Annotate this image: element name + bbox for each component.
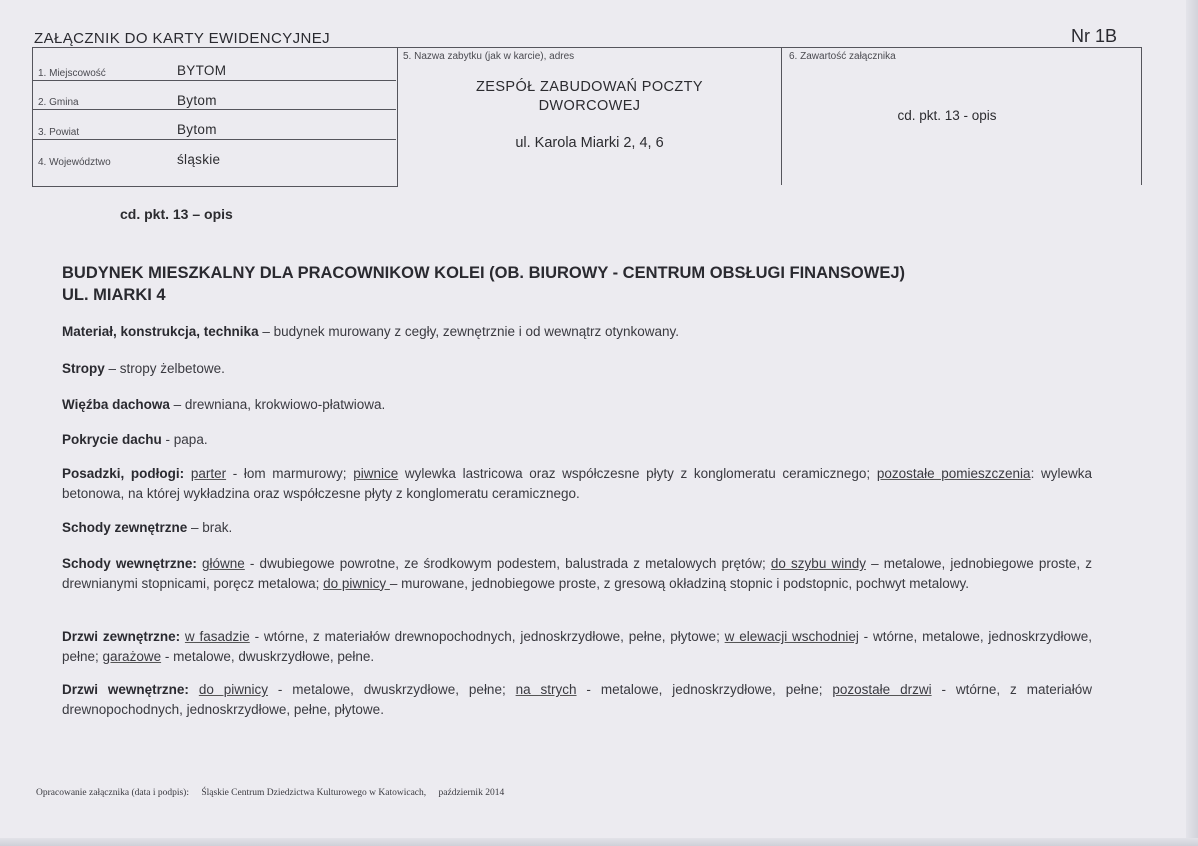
underlined-term: główne bbox=[202, 556, 245, 571]
underlined-term: do piwnicy bbox=[323, 575, 390, 591]
section-text: – murowane, jednobiegowe proste, z gresową okładziną stopnic i podstopnic, pochwyt metalowy. bbox=[389, 575, 969, 591]
section-stropy bbox=[62, 359, 1092, 379]
section-posadzki bbox=[62, 464, 1092, 503]
row-divider bbox=[32, 80, 396, 81]
contents-label: 6. Zawartość załącznika bbox=[789, 51, 896, 62]
section-pokrycie bbox=[62, 430, 1092, 450]
section-wiezba bbox=[62, 395, 1092, 415]
footer bbox=[36, 788, 514, 798]
gmina-label: 2. Gmina bbox=[38, 97, 79, 108]
section-label: Schody wewnętrzne: bbox=[62, 556, 197, 571]
section-text: - metalowe, dwuskrzydłowe, pełne; bbox=[268, 682, 516, 697]
monument-name-line: DWORCOWEJ bbox=[538, 98, 641, 114]
section-text: – metalowe, jednobiegowe proste, z drewnianymi stopnicami, poręcz metalowa; bbox=[62, 556, 1092, 591]
underlined-term: w fasadzie bbox=[184, 629, 250, 644]
paper-edge bbox=[0, 838, 1198, 846]
monument-label: 5. Nazwa zabytku (jak w karcie), adres bbox=[403, 51, 575, 62]
building-title-line: UL. MIARKI 4 bbox=[62, 286, 166, 304]
section-label: Pokrycie dachu bbox=[62, 432, 162, 447]
powiat-value: Bytom bbox=[177, 122, 217, 137]
monument-name-line: ZESPÓŁ ZABUDOWAŃ POCZTY bbox=[476, 79, 703, 95]
section-text: – drewniana, krokwiowo-płatwiowa. bbox=[169, 397, 386, 412]
powiat-label: 3. Powiat bbox=[38, 127, 80, 138]
underlined-term: parter bbox=[190, 466, 227, 481]
underlined-term: do szybu windy bbox=[770, 556, 866, 571]
section-label: Drzwi zewnętrzne: bbox=[62, 629, 181, 644]
contents-value: cd. pkt. 13 - opis bbox=[897, 108, 997, 123]
section-drzwi-wewnetrzne bbox=[62, 680, 1092, 719]
footer-author: Śląskie Centrum Dziedzictwa Kulturowego w Katowicach, bbox=[201, 788, 427, 798]
section-text: - papa. bbox=[161, 432, 208, 447]
section-text: – stropy żelbetowe. bbox=[104, 361, 225, 376]
section-text: - metalowe, jednoskrzydłowe, pełne; bbox=[576, 682, 833, 697]
attachment-number: Nr 1B bbox=[1071, 26, 1118, 46]
wojewodztwo-label: 4. Województwo bbox=[38, 157, 111, 168]
section-label: Materiał, konstrukcja, technika bbox=[62, 324, 259, 339]
section-text: - wtórne, metalowe, jednoskrzydłowe, pełne; bbox=[62, 629, 1092, 664]
section-text: - wtórne, z materiałów drewnopochodnych, jednoskrzydłowe, pełne, płytowe. bbox=[62, 682, 1092, 717]
section-label: Schody zewnętrzne bbox=[62, 520, 188, 535]
wojewodztwo-value: śląskie bbox=[177, 152, 221, 167]
section-text: – budynek murowany z cegły, zewnętrznie i od wewnątrz otynkowany. bbox=[258, 324, 680, 339]
section-text: – brak. bbox=[187, 520, 233, 535]
form-title: ZAŁĄCZNIK DO KARTY EWIDENCYJNEJ bbox=[34, 30, 331, 47]
underlined-term: piwnice bbox=[353, 466, 399, 481]
underlined-term: pozostałe pomieszczenia bbox=[876, 466, 1031, 481]
building-title bbox=[62, 262, 1142, 306]
row-divider bbox=[32, 109, 396, 110]
continuation-heading: cd. pkt. 13 – opis bbox=[120, 206, 233, 222]
section-label: Stropy bbox=[62, 361, 105, 376]
miejscowosc-label: 1. Miejscowość bbox=[38, 68, 106, 79]
underlined-term: do piwnicy bbox=[198, 682, 269, 697]
underlined-term: pozostałe drzwi bbox=[832, 682, 932, 697]
section-text: : wylewka betonowa, na której wykładzina oraz współczesne płyty z konglomeratu ceramicznego. bbox=[62, 466, 1092, 501]
underlined-term: w elewacji wschodniej bbox=[724, 629, 859, 644]
section-label: Drzwi wewnętrzne: bbox=[62, 682, 189, 697]
gmina-value: Bytom bbox=[177, 93, 217, 108]
paper-edge bbox=[1186, 0, 1198, 846]
section-label: Więźba dachowa bbox=[62, 397, 170, 412]
section-schody-wewnetrzne bbox=[62, 554, 1092, 593]
footer-label: Opracowanie załącznika (data i podpis): bbox=[36, 788, 189, 798]
section-label: Posadzki, podłogi: bbox=[62, 466, 185, 481]
section-drzwi-zewnetrzne bbox=[62, 627, 1092, 666]
section-text: - łom marmurowy; bbox=[226, 466, 354, 481]
underlined-term: na strych bbox=[515, 682, 577, 697]
building-title-line: BUDYNEK MIESZKALNY DLA PRACOWNIKOW KOLEI (OB. BIUROWY - CENTRUM OBSŁUGI FINANSOWEJ) bbox=[62, 264, 906, 282]
miejscowosc-value: BYTOM bbox=[177, 63, 227, 78]
monument-name bbox=[398, 78, 781, 116]
section-material bbox=[62, 322, 1092, 342]
column-divider bbox=[1141, 47, 1142, 185]
section-text: - metalowe, dwuskrzydłowe, pełne. bbox=[161, 648, 375, 664]
footer-date: październik 2014 bbox=[438, 788, 505, 798]
monument-address: ul. Karola Miarki 2, 4, 6 bbox=[515, 135, 664, 151]
section-text: - dwubiegowe powrotne, ze środkowym podestem, balustrada z metalowych prętów; bbox=[244, 556, 771, 571]
row-divider bbox=[32, 139, 396, 140]
section-schody-zewnetrzne bbox=[62, 518, 1092, 538]
section-text: - wtórne, z materiałów drewnopochodnych, jednoskrzydłowe, pełne, płytowe; bbox=[249, 629, 725, 644]
underlined-term: garażowe bbox=[102, 648, 162, 664]
section-text: wylewka lastricowa oraz współczesne płyty z konglomeratu ceramicznego; bbox=[398, 466, 877, 481]
